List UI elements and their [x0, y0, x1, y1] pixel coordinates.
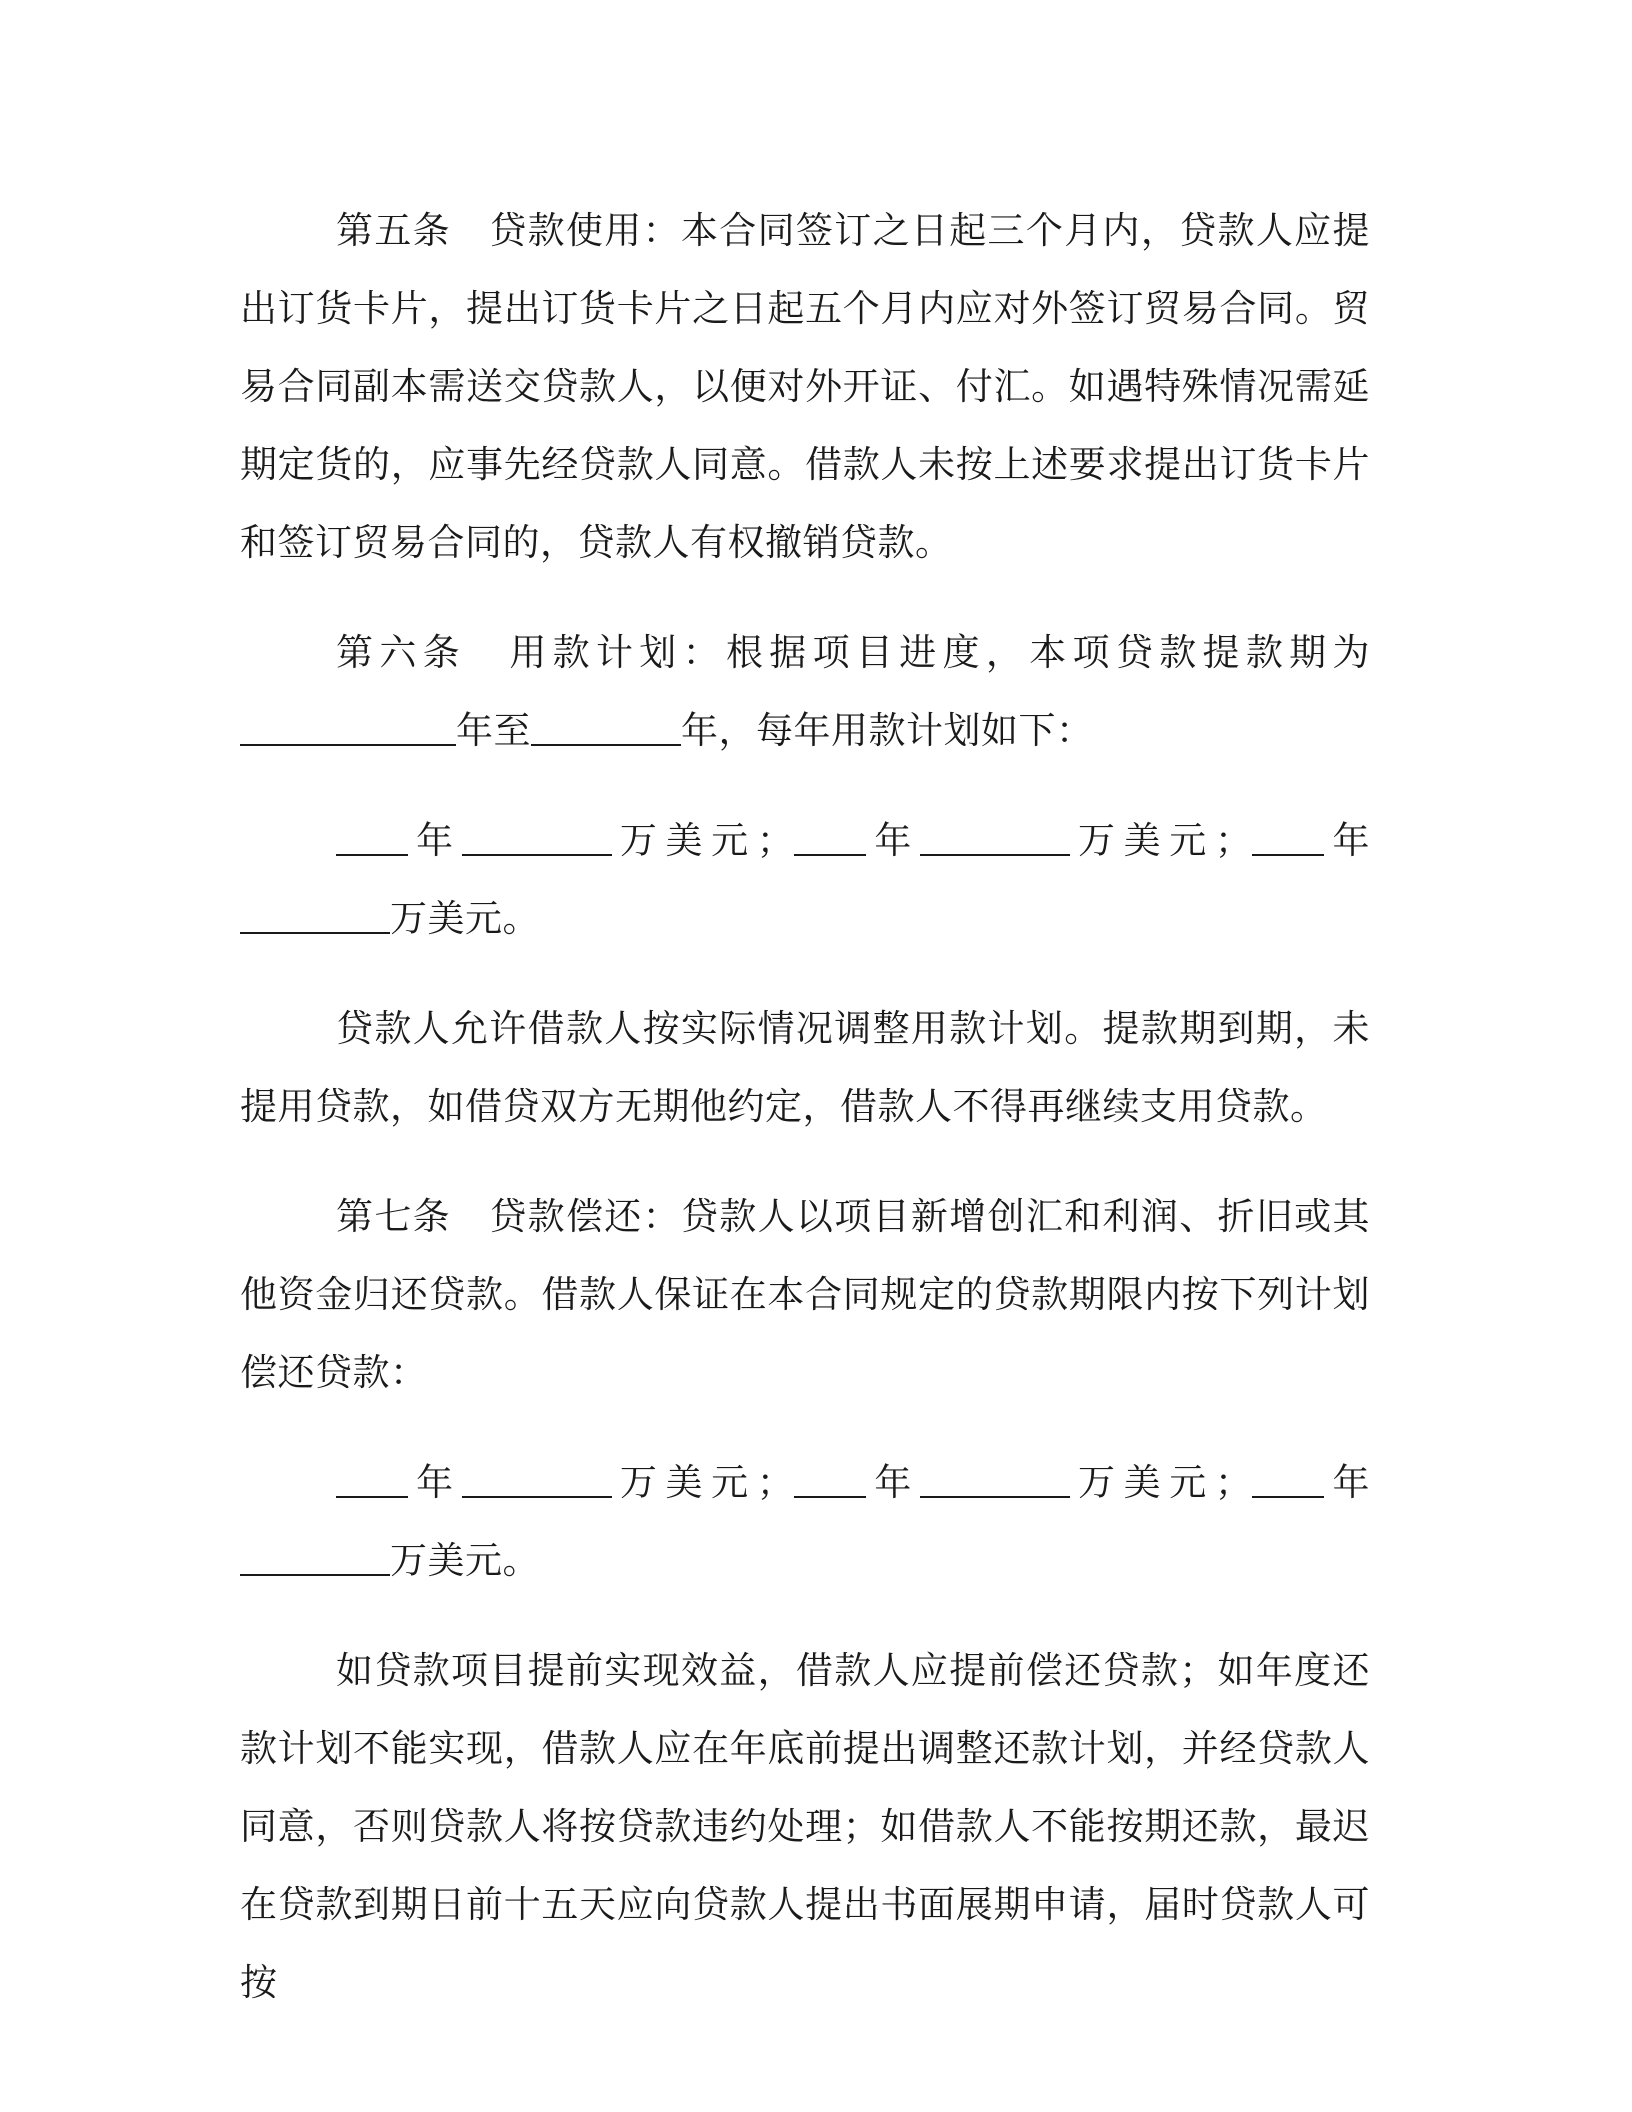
article-6-label: 第六条 [336, 631, 466, 674]
blank-line [794, 824, 866, 856]
article-7-early-text: 如贷款项目提前实现效益，借款人应提前偿还贷款；如年度还款计划不能实现，借款人应在年底前提出调整还款计划，并经贷款人同意，否则贷款人将按贷款违约处理；如借款人不能按期还款，最迟在贷款到期日前十五天应向贷款人提出书面展期申请，届时贷款人可按 [240, 1649, 1370, 2004]
article-6-adjust-text: 贷款人允许借款人按实际情况调整用款计划。提款期到期，未提用贷款，如借贷双方无期他约定，借款人不得再继续支用贷款。 [240, 1007, 1370, 1128]
blank-line [1252, 824, 1324, 856]
blank-line [240, 902, 352, 934]
article-7-early-paragraph [240, 1632, 1370, 2022]
blank-line [920, 824, 1070, 856]
blank-line [462, 1466, 612, 1498]
article-7-plan-paragraph [240, 1444, 1370, 1600]
repay-year: 年 [866, 1461, 920, 1504]
repay-unit: 万美元； [611, 1461, 795, 1504]
blank-line [462, 824, 612, 856]
blank-line [920, 1466, 1070, 1498]
repay-year: 年 [1324, 1461, 1371, 1504]
blank-line [794, 1466, 866, 1498]
blank-line [240, 1544, 352, 1576]
article-6-text-b: 年至 [456, 709, 531, 752]
article-7-label: 第七条 [336, 1195, 451, 1238]
document-page [240, 192, 1370, 2022]
plan-unit-end: 万美元。 [390, 897, 540, 940]
plan-unit: 万美元； [1069, 819, 1253, 862]
article-5-paragraph [240, 192, 1370, 582]
blank-line [352, 902, 390, 934]
blank-line [336, 1466, 408, 1498]
blank-line [240, 714, 384, 746]
article-6-paragraph [240, 614, 1370, 770]
article-7-paragraph [240, 1178, 1370, 1412]
blank-line [531, 714, 681, 746]
repay-unit: 万美元； [1069, 1461, 1253, 1504]
article-6-text-a: 用款计划：根据项目进度，本项贷款提款期为 [509, 631, 1371, 674]
repay-unit-end: 万美元。 [390, 1539, 540, 1582]
article-7-text: 贷款偿还：贷款人以项目新增创汇和利润、折旧或其他资金归还贷款。借款人保证在本合同规定的贷款期限内按下列计划偿还贷款： [240, 1195, 1371, 1394]
blank-line [352, 1544, 390, 1576]
article-6-text-c: 年，每年用款计划如下： [681, 709, 1094, 752]
plan-unit: 万美元； [611, 819, 795, 862]
article-5-text: 贷款使用：本合同签订之日起三个月内，贷款人应提出订货卡片，提出订货卡片之日起五个月内应对外签订贸易合同。贸易合同副本需送交贷款人，以便对外开证、付汇。如遇特殊情况需延期定货的，应事先经贷款人同意。借款人未按上述要求提出订货卡片和签订贸易合同的，贷款人有权撤销贷款。 [240, 209, 1371, 564]
article-6-plan-paragraph [240, 802, 1370, 958]
blank-line [336, 824, 408, 856]
plan-year: 年 [866, 819, 920, 862]
plan-year: 年 [1324, 819, 1371, 862]
article-6-adjust-paragraph [240, 990, 1370, 1146]
plan-year: 年 [408, 819, 462, 862]
blank-line [1252, 1466, 1324, 1498]
article-5-label: 第五条 [336, 209, 451, 252]
blank-line [384, 714, 456, 746]
repay-year: 年 [408, 1461, 462, 1504]
